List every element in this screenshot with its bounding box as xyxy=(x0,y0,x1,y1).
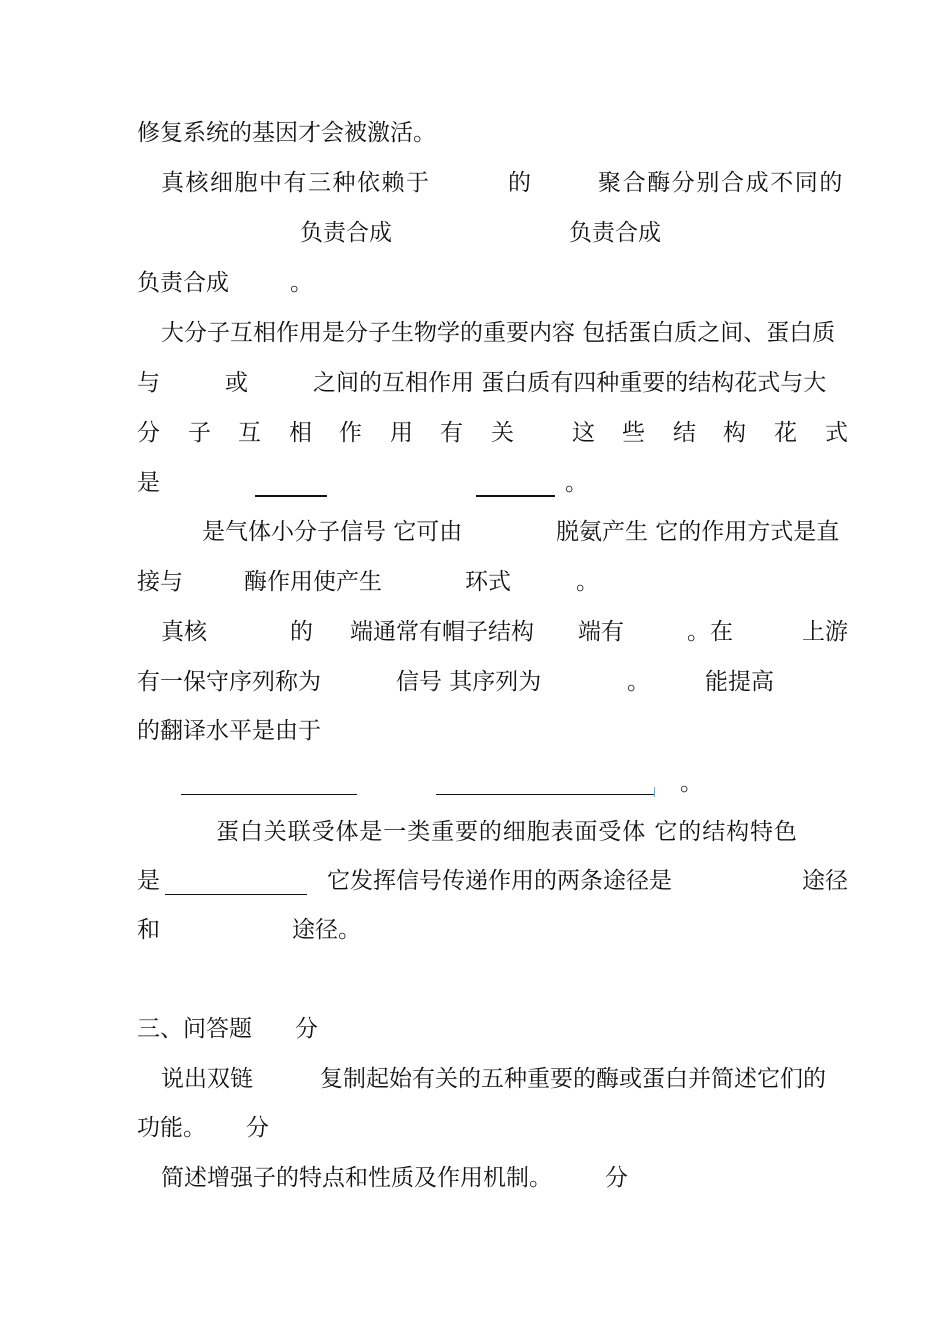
text-segment: 负责合成 xyxy=(300,220,392,246)
text-segment: 。 xyxy=(576,569,599,595)
text-segment: 之间的互相作用 蛋白质有四种重要的结构花式与大 xyxy=(313,370,827,396)
text-char: 结 xyxy=(673,420,696,446)
text-segment: 或 xyxy=(225,370,248,396)
text-char: 互 xyxy=(238,420,261,446)
text-char: 些 xyxy=(622,420,645,446)
text-segment: 蛋白关联受体是一类重要的细胞表面受体 它的结构特色 xyxy=(216,819,798,845)
text-segment: 。在 xyxy=(687,619,733,645)
text-segment: 。 xyxy=(565,470,588,496)
text-segment: 是 xyxy=(137,470,160,496)
text-segment: 端有 xyxy=(578,619,624,645)
text-segment: 。 xyxy=(680,770,703,796)
text-segment: 真核 xyxy=(161,619,207,645)
text-segment: 脱氨产生 它的作用方式是直 xyxy=(556,519,840,545)
text-segment: 能提高 xyxy=(705,669,774,695)
text-segment: 途径 xyxy=(802,868,848,894)
text-segment: 的 xyxy=(508,170,531,196)
text-segment: 和 xyxy=(137,917,160,943)
text-char: 作 xyxy=(339,420,362,446)
text-char: 分 xyxy=(137,420,160,446)
text-segment: 负责合成 xyxy=(569,220,661,246)
answer-blank[interactable] xyxy=(476,495,555,497)
section-title: 三、问答题 xyxy=(137,1016,252,1042)
text-segment: 。 xyxy=(290,270,313,296)
text-segment: 负责合成 xyxy=(137,270,229,296)
answer-blank[interactable] xyxy=(255,495,327,497)
text-char: 关 xyxy=(491,420,514,446)
text-char: 式 xyxy=(825,420,848,446)
text-segment: 简述增强子的特点和性质及作用机制。 xyxy=(161,1165,552,1191)
text-segment: 端通常有帽子结构 xyxy=(350,619,534,645)
text-segment: 聚合酶分别合成不同的 xyxy=(598,170,844,196)
question-score: 分 xyxy=(605,1165,628,1191)
text-segment: 的翻译水平是由于 xyxy=(137,718,321,744)
text-char: 有 xyxy=(440,420,463,446)
question-score: 分 xyxy=(246,1115,269,1141)
text-char: 这 xyxy=(572,420,595,446)
text-segment: 途径。 xyxy=(292,917,361,943)
text-char: 子 xyxy=(188,420,211,446)
text-segment: 信号 其序列为 xyxy=(396,669,542,695)
text-segment: 接与 xyxy=(137,569,183,595)
text-segment: 它发挥信号传递作用的两条途径是 xyxy=(327,868,672,894)
text-segment: 大分子互相作用是分子生物学的重要内容 包括蛋白质之间、蛋白质 xyxy=(161,320,836,346)
text-segment: 与 xyxy=(137,370,160,396)
text-segment: 是 xyxy=(137,868,160,894)
text-segment: 修复系统的基因才会被激活。 xyxy=(137,120,436,146)
text-segment: 环式 xyxy=(465,569,511,595)
text-segment: 功能。 xyxy=(137,1115,206,1141)
text-segment: 的 xyxy=(290,619,313,645)
text-segment: 酶作用使产生 xyxy=(244,569,382,595)
answer-blank[interactable] xyxy=(436,794,654,795)
answer-blank[interactable] xyxy=(181,794,357,795)
text-segment: 有一保守序列称为 xyxy=(137,669,321,695)
text-char: 构 xyxy=(723,420,746,446)
section-score: 分 xyxy=(295,1016,318,1042)
text-segment: 真核细胞中有三种依赖于 xyxy=(161,170,431,196)
text-segment: 复制起始有关的五种重要的酶或蛋白并简述它们的 xyxy=(320,1066,826,1092)
text-char: 花 xyxy=(774,420,797,446)
text-segment: 上游 xyxy=(802,619,848,645)
text-char: 相 xyxy=(289,420,312,446)
text-segment: 。 xyxy=(627,669,650,695)
text-segment: 是气体小分子信号 它可由 xyxy=(202,519,463,545)
answer-blank[interactable] xyxy=(165,894,307,895)
text-segment: 说出双链 xyxy=(161,1066,253,1092)
cursor-mark xyxy=(654,787,655,797)
text-char: 用 xyxy=(390,420,413,446)
